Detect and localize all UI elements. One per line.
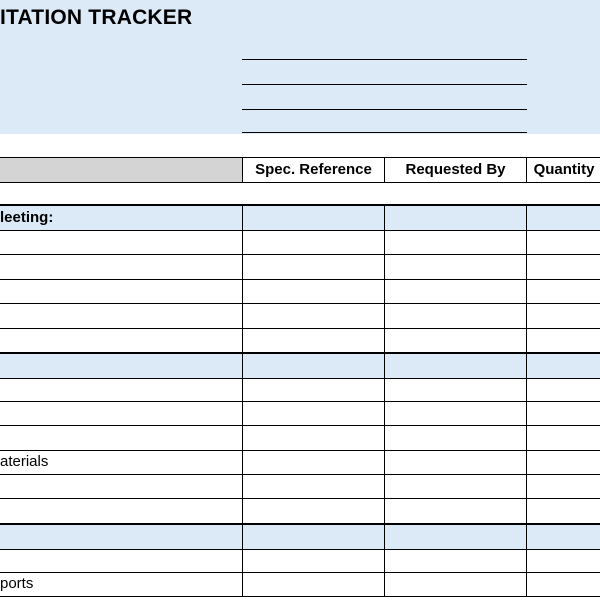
table-row[interactable] (0, 572, 600, 597)
section-row[interactable] (0, 523, 600, 550)
section-row[interactable] (0, 206, 600, 231)
tracker-table (0, 206, 600, 597)
table-row[interactable] (0, 450, 600, 475)
signature-line-1 (242, 59, 527, 60)
column-header-spec-reference: Spec. Reference (242, 158, 384, 182)
column-divider (242, 206, 243, 597)
table-row[interactable] (0, 548, 600, 573)
table-row[interactable] (0, 255, 600, 280)
table-row[interactable] (0, 304, 600, 329)
table-row[interactable] (0, 426, 600, 451)
column-header-row (0, 157, 600, 183)
table-row[interactable] (0, 377, 600, 402)
signature-line-3 (242, 109, 527, 110)
row-label: aterials (0, 453, 49, 470)
column-header-requested-by: Requested By (384, 158, 526, 182)
table-row[interactable] (0, 474, 600, 499)
table-row[interactable] (0, 230, 600, 255)
page-title: ITATION TRACKER (0, 6, 193, 29)
section-row[interactable] (0, 352, 600, 379)
table-row[interactable] (0, 401, 600, 426)
column-header-quantity: Quantity (526, 158, 600, 182)
signature-line-2 (242, 84, 527, 85)
column-divider (526, 206, 527, 597)
row-label: leeting: (0, 209, 54, 226)
header-band (0, 0, 600, 134)
column-header-description (0, 158, 242, 182)
table-row[interactable] (0, 279, 600, 304)
table-top-border (0, 204, 600, 206)
row-label: ports (0, 575, 34, 592)
signature-line-4 (242, 132, 527, 133)
table-row[interactable] (0, 328, 600, 353)
column-divider (384, 206, 385, 597)
table-row[interactable] (0, 499, 600, 524)
